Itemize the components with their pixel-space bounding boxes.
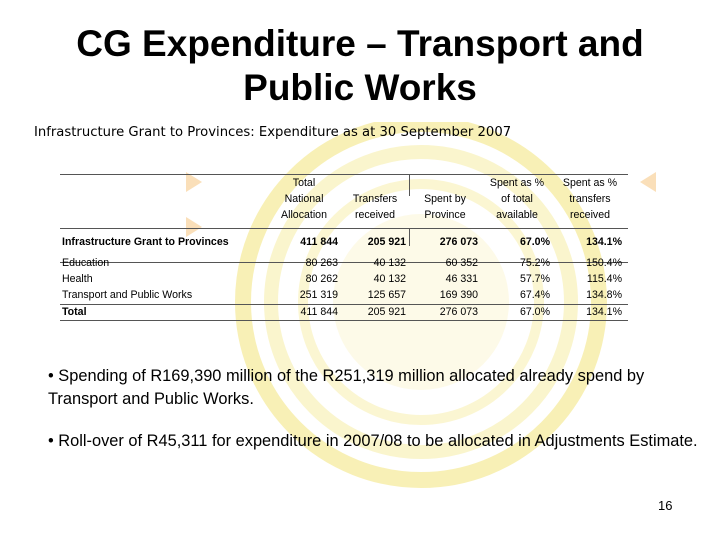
- total-rule: [60, 304, 628, 305]
- header-rule: [60, 228, 628, 229]
- row-label-transport-public-works: Transport and Public Works: [62, 289, 193, 301]
- expenditure-table: [60, 172, 628, 322]
- table-caption: Infrastructure Grant to Provinces: Expenditure as at 30 September 2007: [34, 125, 512, 140]
- cell-allocation: 411 844: [300, 236, 338, 248]
- cell-pct-transfers: 134.1%: [586, 306, 622, 318]
- row-label-education: Education: [62, 257, 110, 269]
- cell-pct-transfers: 115.4%: [586, 273, 622, 285]
- bullet-list: [48, 365, 698, 472]
- slide-title: [0, 22, 720, 110]
- cell-transfers: 205 921: [367, 236, 406, 248]
- bullet-spending: • Spending of R169,390 million of the R251,319 million allocated already spend by Transport and Public Works.: [48, 367, 645, 408]
- cell-transfers: 205 921: [367, 306, 406, 318]
- cell-spent: 276 073: [439, 236, 478, 248]
- header-transfers-received: Transfers received: [352, 193, 398, 221]
- cell-pct-transfers: 150.4%: [586, 257, 622, 269]
- table-bottom-rule: [60, 320, 628, 321]
- cell-transfers: 40 132: [373, 257, 406, 269]
- cell-pct-available: 75.2%: [519, 257, 550, 269]
- cell-allocation: 251 319: [299, 289, 338, 301]
- header-spent-pct-available: Spent as % of total available: [489, 177, 545, 221]
- cell-spent: 276 073: [439, 306, 478, 318]
- cell-transfers: 125 657: [367, 289, 406, 301]
- cell-transfers: 40 132: [373, 273, 406, 285]
- cell-pct-transfers: 134.8%: [586, 289, 622, 301]
- cell-pct-available: 67.0%: [519, 236, 550, 248]
- row-label-infrastructure-grant: Infrastructure Grant to Provinces: [62, 236, 229, 248]
- cell-spent: 60 352: [445, 257, 478, 269]
- cell-spent: 46 331: [445, 273, 478, 285]
- page-number: 16: [658, 498, 673, 513]
- header-total-national-allocation: Total National Allocation: [281, 177, 327, 221]
- cell-pct-available: 67.0%: [519, 306, 550, 318]
- cell-spent: 169 390: [439, 289, 478, 301]
- header-spent-pct-transfers: Spent as % transfers received: [562, 177, 618, 221]
- cell-pct-transfers: 134.1%: [586, 236, 622, 248]
- row-label-health: Health: [62, 273, 93, 285]
- title-line-2: Public Works: [243, 67, 477, 108]
- cell-pct-available: 67.4%: [519, 289, 550, 301]
- header-spent-by-province: Spent by Province: [424, 193, 466, 221]
- cell-allocation: 80 263: [305, 257, 338, 269]
- cell-allocation: 411 844: [300, 306, 338, 318]
- cell-allocation: 80 262: [305, 273, 338, 285]
- cell-pct-available: 57.7%: [519, 273, 550, 285]
- row-label-total: Total: [62, 306, 87, 318]
- title-line-1: CG Expenditure – Transport and: [76, 23, 644, 64]
- bullet-rollover: • Roll-over of R45,311 for expenditure in 2007/08 to be allocated in Adjustments Estimate.: [48, 432, 698, 450]
